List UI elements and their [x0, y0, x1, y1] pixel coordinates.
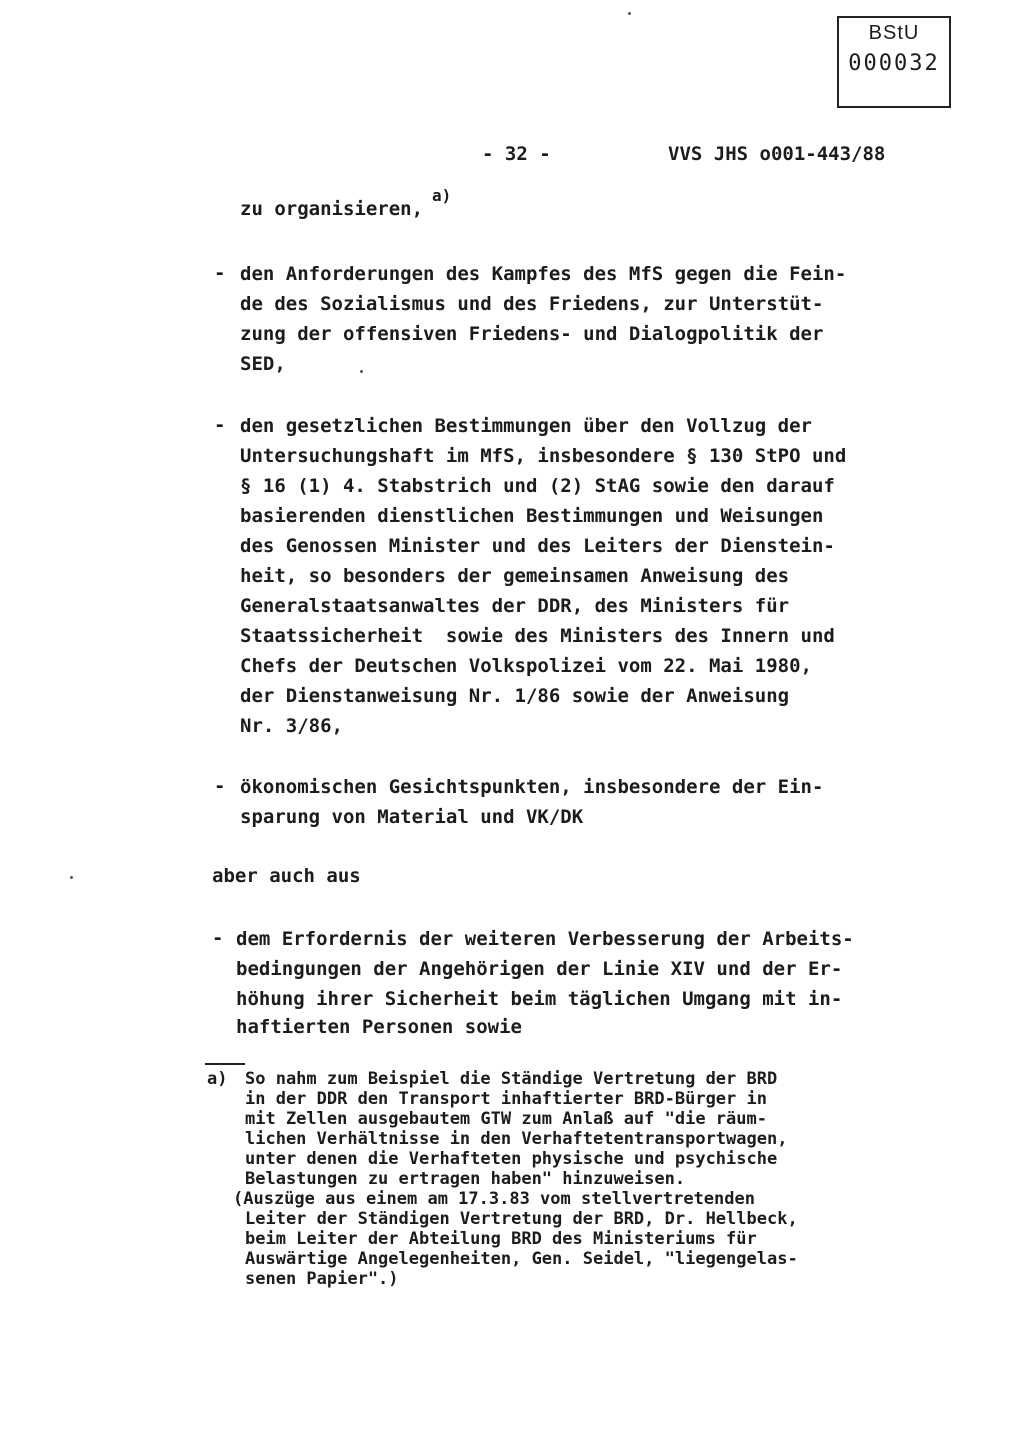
- body-line: SED,: [240, 353, 286, 375]
- footnote-line: in der DDR den Transport inhaftierter BRD-Bürger in: [245, 1089, 767, 1109]
- page-number: - 32 -: [482, 143, 551, 165]
- body-line: basierenden dienstlichen Bestimmungen und Weisungen: [240, 505, 824, 527]
- footnote-reference: a): [432, 186, 452, 205]
- body-line: sparung von Material und VK/DK: [240, 806, 584, 828]
- scan-speck: [70, 876, 73, 879]
- body-line: dem Erfordernis der weiteren Verbesserung der Arbeits-: [236, 928, 854, 950]
- footnote-line: lichen Verhältnisse in den Verhaftetentransportwagen,: [245, 1129, 788, 1149]
- footnote-line: Leiter der Ständigen Vertretung der BRD, Dr. Hellbeck,: [245, 1209, 798, 1229]
- footnote-line: Belastungen zu ertragen haben" hinzuweisen.: [245, 1169, 686, 1189]
- scan-speck: [360, 370, 363, 373]
- bullet-dash: -: [214, 262, 226, 284]
- body-line: de des Sozialismus und des Friedens, zur Unterstüt-: [240, 293, 824, 315]
- body-line: § 16 (1) 4. Stabstrich und (2) StAG sowie den darauf: [240, 475, 835, 497]
- body-line: den Anforderungen des Kampfes des MfS gegen die Fein-: [240, 263, 847, 285]
- stamp-org: BStU: [868, 22, 920, 44]
- body-line: der Dienstanweisung Nr. 1/86 sowie der Anweisung: [240, 685, 790, 707]
- body-line: Untersuchungshaft im MfS, insbesondere § 130 StPO und: [240, 445, 847, 467]
- footnote-line: mit Zellen ausgebautem GTW zum Anlaß auf "die räum-: [245, 1109, 767, 1129]
- body-line: aber auch aus: [212, 865, 361, 887]
- body-line: Generalstaatsanwaltes der DDR, des Ministers für: [240, 595, 790, 617]
- stamp-number: 000032: [848, 51, 940, 76]
- bullet-dash: -: [212, 927, 224, 949]
- body-line: haftierten Personen sowie: [236, 1016, 522, 1038]
- footnote-line: (Auszüge aus einem am 17.3.83 vom stellvertretenden: [233, 1189, 755, 1209]
- footnote-line: So nahm zum Beispiel die Ständige Vertretung der BRD: [245, 1069, 778, 1089]
- body-line: heit, so besonders der gemeinsamen Anweisung des: [240, 565, 790, 587]
- body-line: Staatssicherheit sowie des Ministers des Innern und: [240, 625, 835, 647]
- document-reference: VVS JHS o001-443/88: [668, 143, 886, 165]
- body-line: den gesetzlichen Bestimmungen über den Vollzug der: [240, 415, 812, 437]
- body-line: zung der offensiven Friedens- und Dialogpolitik der: [240, 323, 824, 345]
- body-line: höhung ihrer Sicherheit beim täglichen Umgang mit in-: [236, 988, 843, 1010]
- scan-speck: [628, 12, 631, 15]
- body-line: zu organisieren,: [240, 198, 424, 220]
- body-line: bedingungen der Angehörigen der Linie XIV und der Er-: [236, 958, 843, 980]
- body-line: Chefs der Deutschen Volkspolizei vom 22. Mai 1980,: [240, 655, 812, 677]
- footnote-line: unter denen die Verhafteten physische und psychische: [245, 1149, 778, 1169]
- footnote-rule: [205, 1063, 245, 1065]
- bullet-dash: -: [214, 414, 226, 436]
- bullet-dash: -: [214, 775, 226, 797]
- footnote-line: beim Leiter der Abteilung BRD des Ministeriums für: [245, 1229, 757, 1249]
- footnote-line: senen Papier".): [245, 1269, 399, 1289]
- body-line: ökonomischen Gesichtspunkten, insbesondere der Ein-: [240, 776, 824, 798]
- archive-stamp: [837, 16, 951, 108]
- body-line: Nr. 3/86,: [240, 715, 343, 737]
- footnote-marker: a): [207, 1069, 228, 1089]
- footnote-line: Auswärtige Angelegenheiten, Gen. Seidel, "liegengelas-: [245, 1249, 798, 1269]
- body-line: des Genossen Minister und des Leiters der Dienstein-: [240, 535, 835, 557]
